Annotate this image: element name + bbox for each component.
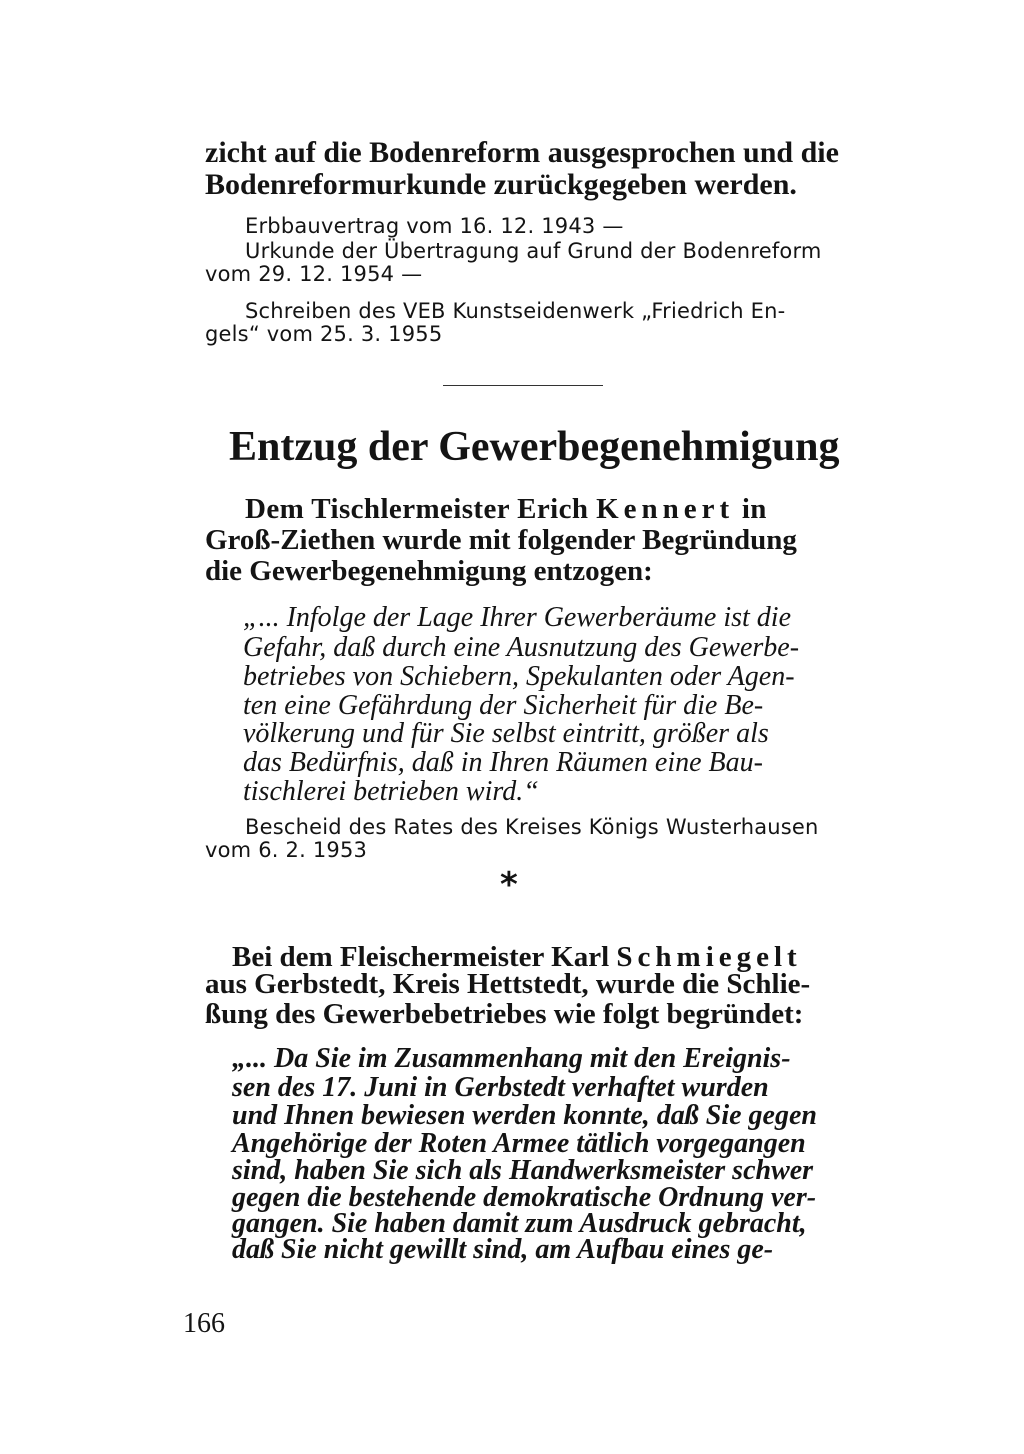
page-number: 166 [183,1308,225,1339]
reference-line: Urkunde der Übertragung auf Grund der Bodenreform [245,239,822,263]
quote-line: Angehörige der Roten Armee tätlich vorgegangen [232,1128,806,1159]
intro-line-1: zicht auf die Bodenreform ausgesprochen und die [205,136,839,169]
intro-line-2: Bodenreformurkunde zurückgegeben werden. [205,168,797,201]
quote-line: gangen. Sie haben damit zum Ausdruck gebracht, [232,1208,807,1239]
quote-line: sen des 17. Juni in Gerbstedt verhaftet wurden [232,1072,769,1103]
quote-line: Gefahr, daß durch eine Ausnutzung des Gewerbe- [243,632,800,663]
asterisk-separator: * [500,865,518,905]
quote-line: völkerung und für Sie selbst eintritt, größer als [243,718,769,749]
quote-line: daß Sie nicht gewillt sind, am Aufbau eines ge- [232,1234,774,1265]
section-divider [443,385,603,386]
reference-line: Schreiben des VEB Kunstseidenwerk „Friedrich En- [245,299,786,323]
person-name: Kennert [596,493,735,525]
quote-line: „... Infolge der Lage Ihrer Gewerberäume ist die [243,602,791,633]
quote-line: „... Da Sie im Zusammenhang mit den Ereignis- [232,1043,791,1074]
quote-line: betriebes von Schiebern, Spekulanten oder Agen- [243,661,795,692]
quote-line: und Ihnen bewiesen werden konnte, daß Sie gegen [232,1100,817,1131]
section-heading: Entzug der Gewerbegenehmigung [229,424,840,470]
reference-line: Bescheid des Rates des Kreises Königs Wusterhausen [245,815,819,839]
paragraph-line: Groß-Ziethen wurde mit folgender Begründung [205,524,797,556]
reference-line: vom 6. 2. 1953 [205,838,368,862]
paragraph-text: Bei dem Fleischermeister Karl [232,941,617,973]
quote-line: ten eine Gefährdung der Sicherheit für die Be- [243,690,764,721]
quote-line: tischlerei betrieben wird.“ [243,776,539,807]
reference-line: vom 29. 12. 1954 — [205,262,423,286]
paragraph-text: in [734,493,767,525]
paragraph-line: aus Gerbstedt, Kreis Hettstedt, wurde die Schlie- [205,968,811,1000]
paragraph-text: Dem Tischlermeister Erich [245,493,597,525]
quote-line: sind, haben Sie sich als Handwerksmeister schwer [232,1155,814,1186]
quote-line: gegen die bestehende demokratische Ordnung ver- [232,1182,817,1213]
person-name: Schmiegelt [616,941,802,973]
paragraph-line [245,495,767,524]
quote-line: das Bedürfnis, daß in Ihren Räumen eine Bau- [243,747,763,778]
paragraph-line: ßung des Gewerbebetriebes wie folgt begründet: [205,998,804,1030]
reference-line: Erbbauvertrag vom 16. 12. 1943 — [245,214,624,238]
reference-line: gels“ vom 25. 3. 1955 [205,322,443,346]
paragraph-line: die Gewerbegenehmigung entzogen: [205,555,653,587]
